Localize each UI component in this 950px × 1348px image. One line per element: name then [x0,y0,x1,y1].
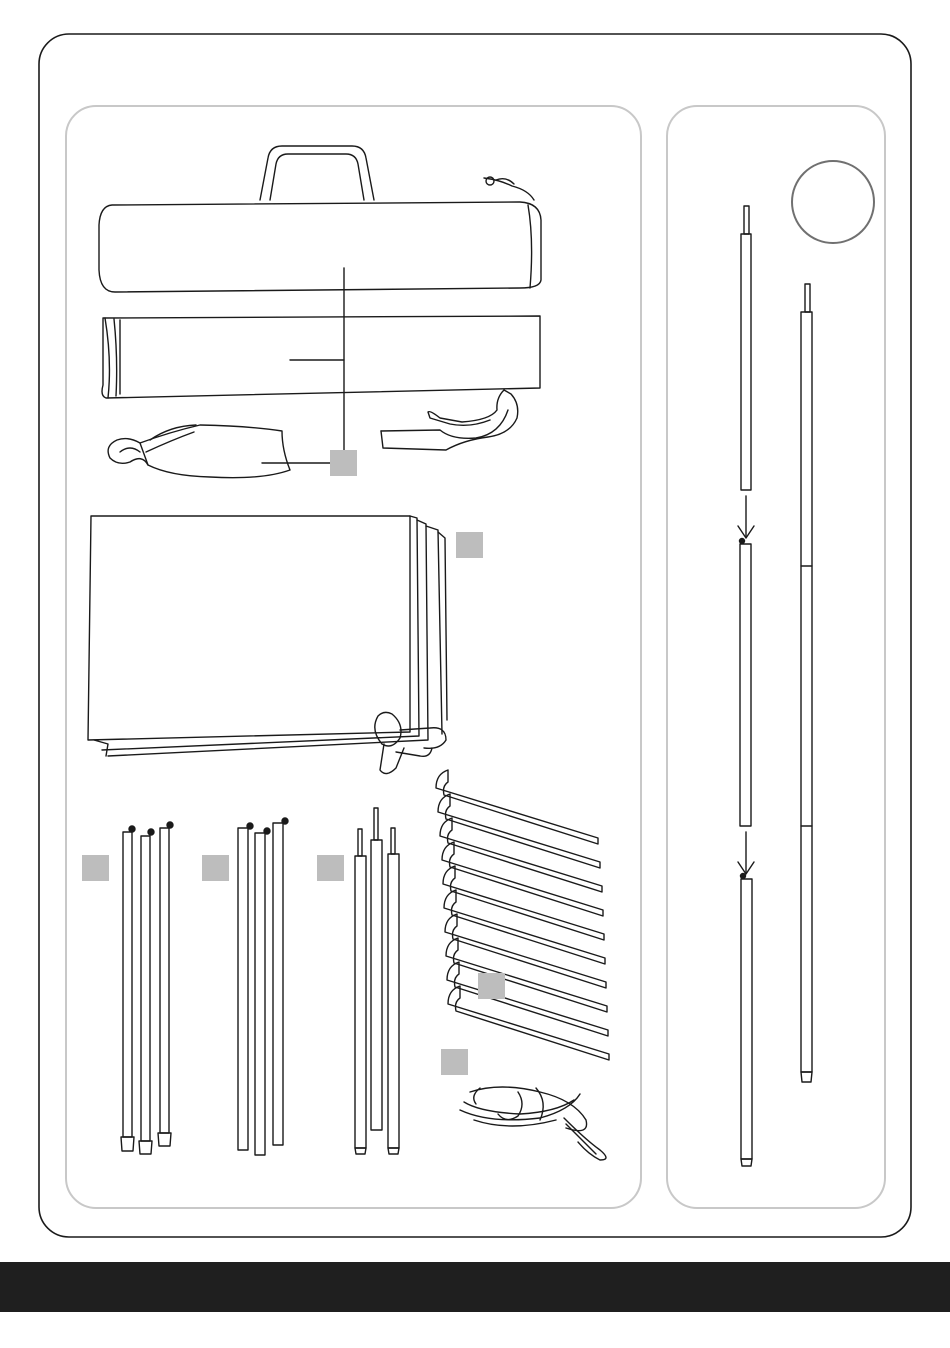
telescopic-pole-icon [371,808,382,1130]
pole-section-top [741,206,751,490]
shock-corded-pole-icon [273,818,288,1145]
step-circle [792,161,874,243]
folded-flysheet-icon [88,516,447,774]
arrow-down-icon [738,496,754,538]
label-box-bags [330,450,357,476]
shock-corded-pole-icon [238,823,253,1150]
label-box-guy-lines [441,1049,468,1075]
label-box-pegs [478,973,505,999]
outer-frame [39,34,911,1237]
guy-line-coil-icon [460,1087,606,1160]
pole-set-c [355,808,399,1154]
bag-tie-icon [381,390,518,450]
telescopic-pole-icon [388,828,399,1154]
shock-corded-pole-icon [158,822,173,1146]
label-box-poles-a [82,855,109,881]
footer-bar [0,1262,950,1312]
label-box-poles-c [317,855,344,881]
label-box-flysheet [456,532,483,558]
shock-corded-pole-icon [139,829,154,1154]
shock-corded-pole-icon [255,828,270,1155]
tent-peg-icon [436,770,598,844]
pole-assembly-icon [738,206,754,1166]
pole-section-bottom [741,874,753,1167]
carry-bag-icon [99,146,541,292]
pegs-group [436,770,609,1060]
pole-section-middle [740,539,752,827]
pole-set-a [121,822,173,1154]
arrow-down-icon [738,832,754,874]
pole-bag-icon [102,316,540,398]
shock-corded-pole-icon [121,826,135,1151]
peg-bag-icon [108,425,290,478]
leader-lines [262,268,344,463]
telescopic-pole-icon [355,829,366,1154]
assembly-panel [667,106,885,1208]
assembled-pole-icon [801,284,812,1082]
pole-set-b [238,818,288,1155]
label-box-poles-b [202,855,229,881]
